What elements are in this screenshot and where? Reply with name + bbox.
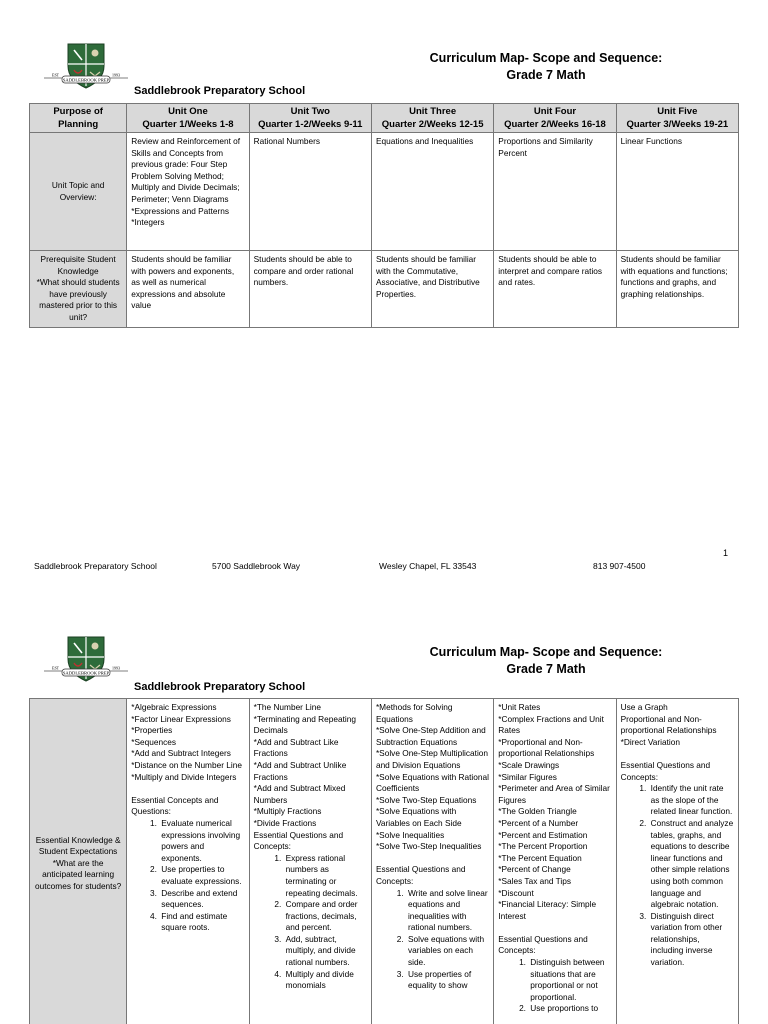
header-unit-four: Unit Four Quarter 2/Weeks 16-18 (494, 104, 616, 133)
title-line-2: Grade 7 Math (506, 68, 586, 82)
footer-school: Saddlebrook Preparatory School (34, 561, 157, 571)
header-unit-three: Unit Three Quarter 2/Weeks 12-15 (371, 104, 493, 133)
topic-cell: Rational Numbers (249, 133, 371, 251)
svg-text:SADDLEBROOK PREP: SADDLEBROOK PREP (62, 670, 110, 676)
school-name: Saddlebrook Preparatory School (134, 681, 306, 693)
prereq-cell: Students should be familiar with powers and exponents, as well as numerical expressions and absolute value (127, 251, 249, 328)
prereq-cell: Students should be familiar with equations and functions; functions and graphs, and graphing relationships. (616, 251, 738, 328)
document-title (410, 50, 682, 84)
svg-text:EST: EST (52, 665, 60, 671)
prereq-cell: Students should be familiar with the Commutative, Associative, and Distributive Properties. (371, 251, 493, 328)
essential-cell-unit-one: *Algebraic Expressions *Factor Linear Expressions *Properties *Sequences *Add and Subtract Integers *Distance on the Number Line *Multiply and Divide Integers Essential Concepts and Questions: 1. Evaluate numerical expressions involving powers and exponents. 2. Use properties to evaluate expressions. 3. Describe and extend sequences. 4. Find and estimate square roots. (127, 699, 249, 1024)
essential-cell-unit-four: *Unit Rates *Complex Fractions and Unit Rates *Proportional and Non-proportional Relationships *Scale Drawings *Similar Figures *Perimeter and Area of Similar Figures *The Golden Triangle *Percent of a Number *Percent and Estimation *The Percent Proportion *The Percent Equation *Percent of Change *Sales Tax and Tips *Discount *Financial Literacy: Simple Interest Essential Questions and Concepts: 1. Distinguish between situations that are proportional or not proportional. 2. Use proportions to (494, 699, 616, 1024)
essential-cell-unit-three: *Methods for Solving Equations *Solve One-Step Addition and Subtraction Equations *Solve One-Step Multiplication and Division Equations *Solve Equations with Rational Coefficients *Solve Two-Step Equations *Solve Equations with Variables on Each Side *Solve Inequalities *Solve Two-Step Inequalities Essential Questions and Concepts: 1. Write and solve linear equations and inequalities with rational numbers. 2. Solve equations with variables on each side. 3. Use properties of equality to show (371, 699, 493, 1024)
page-separator (0, 590, 768, 625)
page-number: 1 (723, 548, 729, 558)
row-essential-knowledge (30, 699, 739, 1024)
title-line-1: Curriculum Map- Scope and Sequence: (429, 645, 663, 659)
title-line-2: Grade 7 Math (506, 662, 586, 676)
svg-text:1993: 1993 (112, 72, 120, 78)
header-row (30, 104, 739, 133)
page-2 (0, 625, 768, 1024)
header-purpose: Purpose of Planning (30, 104, 127, 133)
school-name: Saddlebrook Preparatory School (134, 85, 306, 97)
footer-address: 5700 Saddlebrook Way (212, 561, 301, 571)
topic-cell: Linear Functions (616, 133, 738, 251)
footer-phone: 813 907-4500 (593, 561, 646, 571)
svg-text:1993: 1993 (112, 665, 120, 671)
header-unit-two: Unit Two Quarter 1-2/Weeks 9-11 (249, 104, 371, 133)
curriculum-table-continued (29, 698, 739, 1024)
row-label-prerequisite: Prerequisite Student Knowledge *What should students have previously mastered prior to this unit? (30, 251, 127, 328)
svg-text:SADDLEBROOK PREP: SADDLEBROOK PREP (62, 77, 110, 83)
prereq-cell: Students should be able to compare and order rational numbers. (249, 251, 371, 328)
row-unit-topic (30, 133, 739, 251)
topic-cell: Review and Reinforcement of Skills and Concepts from previous grade: Four Step Problem Solving Method; Multiply and Divide Decimals; Perimeter; Venn Diagrams *Expressions and Patterns *Integers (127, 133, 249, 251)
prereq-cell: Students should be able to interpret and compare ratios and rates. (494, 251, 616, 328)
row-prerequisite (30, 251, 739, 328)
essential-cell-unit-two: *The Number Line *Terminating and Repeating Decimals *Add and Subtract Like Fractions *Add and Subtract Unlike Fractions *Add and Subtract Mixed Numbers *Multiply Fractions *Divide Fractions Essential Questions and Concepts: 1. Express rational numbers as terminating or repeating decimals. 2. Compare and order fractions, decimals, and percent. 3. Add, subtract, multiply, and divide rational numbers. 4. Multiply and divide monomials (249, 699, 371, 1024)
school-logo (44, 633, 128, 687)
school-logo (44, 40, 128, 94)
header-unit-five: Unit Five Quarter 3/Weeks 19-21 (616, 104, 738, 133)
topic-cell: Equations and Inequalities (371, 133, 493, 251)
title-line-1: Curriculum Map- Scope and Sequence: (429, 51, 663, 65)
topic-cell: Proportions and Similarity Percent (494, 133, 616, 251)
row-label-essential: Essential Knowledge & Student Expectations *What are the anticipated learning outcomes for students? (30, 699, 127, 1024)
footer-city: Wesley Chapel, FL 33543 (379, 561, 477, 571)
document-title (410, 644, 682, 678)
curriculum-table (29, 103, 739, 328)
header-unit-one: Unit One Quarter 1/Weeks 1-8 (127, 104, 249, 133)
row-label-topic: Unit Topic and Overview: (30, 133, 127, 251)
essential-cell-unit-five: Use a Graph Proportional and Non-proportional Relationships *Direct Variation Essential Questions and Concepts: 1. Identify the unit rate as the slope of the related linear function. 2. Construct and analyze tables, graphs, and equations to describe linear functions and other simple relations using both common language and algebraic notation. 3. Distinguish direct variation from other relationships, including inverse variation. (616, 699, 738, 1024)
svg-text:EST: EST (52, 72, 60, 78)
